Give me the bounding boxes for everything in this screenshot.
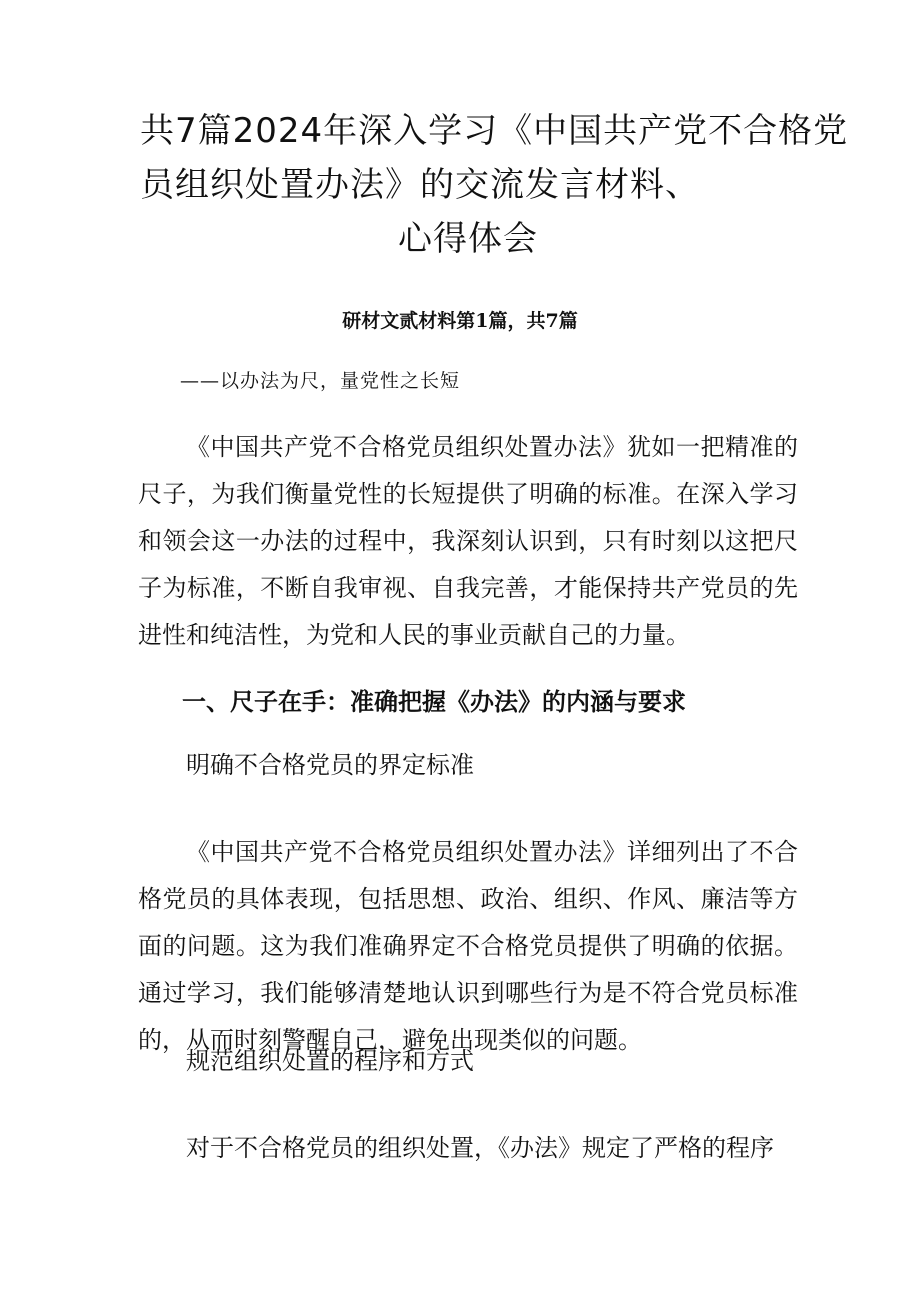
sub-heading-definition: 明确不合格党员的界定标准 bbox=[186, 751, 474, 779]
document-tagline: ——以办法为尺，量党性之长短 bbox=[180, 370, 461, 392]
section-heading: 一、尺子在手：准确把握《办法》的内涵与要求 bbox=[182, 687, 686, 716]
paragraph-intro: 《中国共产党不合格党员组织处置办法》犹如一把精准的尺子，为我们衡量党性的长短提供了明确的标准。在深入学习和领会这一办法的过程中，我深刻认识到，只有时刻以这把尺子为标准，不断自我审视、自我完善，才能保持共产党员的先进性和纯洁性，为党和人民的事业贡献自己的力量。 bbox=[138, 433, 798, 649]
paragraph-definition: 《中国共产党不合格党员组织处置办法》详细列出了不合格党员的具体表现，包括思想、政治、组织、作风、廉洁等方面的问题。这为我们准确界定不合格党员提供了明确的依据。通过学习，我们能够清楚地认识到哪些行为是不符合党员标准的，从而时刻警醒自己，避免出现类似的问题。 bbox=[138, 838, 798, 1054]
title-line-2: 员组织处置办法》的交流发言材料、 bbox=[140, 165, 700, 205]
title-line-1: 共7篇2024年深入学习《中国共产党不合格党 bbox=[140, 111, 849, 151]
document-title bbox=[140, 104, 849, 266]
sub-heading-procedure: 规范组织处置的程序和方式 bbox=[186, 1047, 474, 1075]
title-line-3: 心得体会 bbox=[398, 219, 538, 259]
paragraph-procedure: 对于不合格党员的组织处置，《办法》规定了严格的程序 bbox=[186, 1134, 774, 1162]
document-subtitle: 研材文贰材料第1篇，共7篇 bbox=[342, 310, 578, 332]
